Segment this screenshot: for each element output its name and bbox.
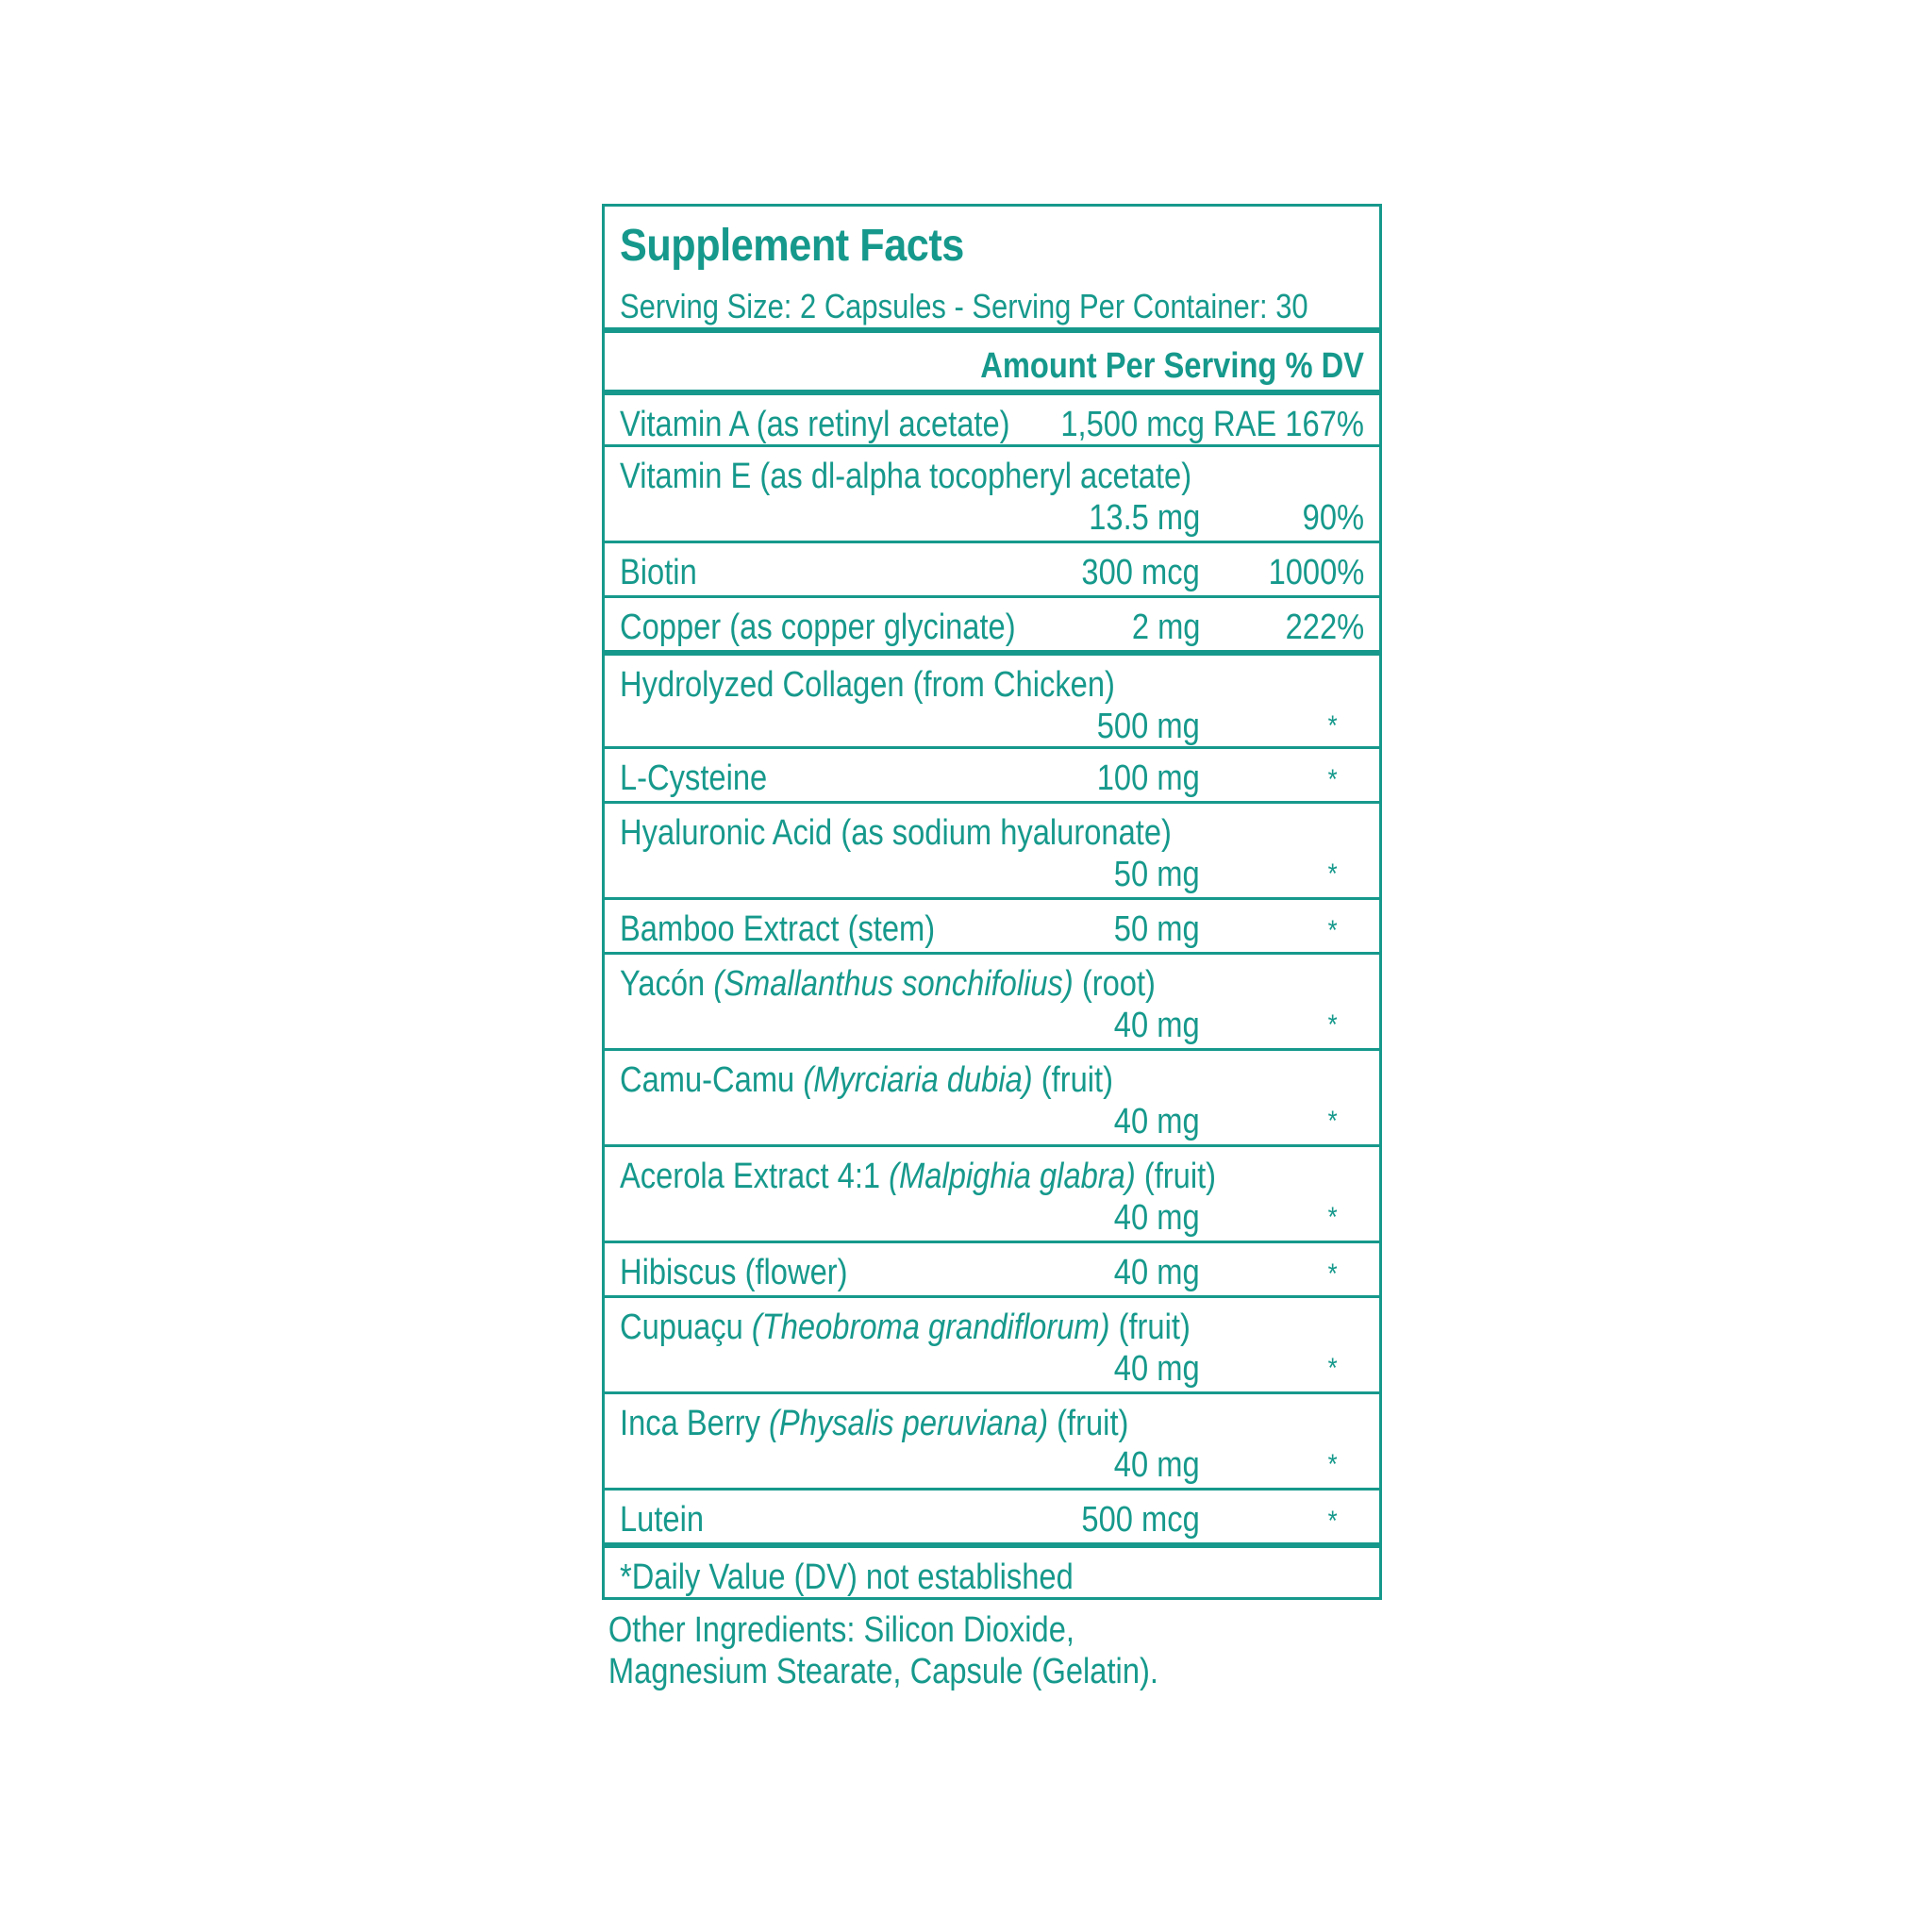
- plant-part: (fruit): [1135, 1157, 1217, 1196]
- dv-asterisk: *: [1327, 858, 1338, 890]
- nutrient-amount: 2 mg: [1131, 608, 1200, 647]
- nutrient-amount-dv: [1060, 407, 1364, 442]
- other-ingredients-line: Other Ingredients: Silicon Dioxide,: [608, 1610, 1074, 1650]
- dv-asterisk: *: [1327, 915, 1338, 946]
- dv-asterisk: *: [1327, 1258, 1338, 1290]
- dv-asterisk: *: [1327, 1353, 1338, 1384]
- nutrient-name: Lutein: [620, 1500, 705, 1540]
- nutrient-amount: 100 mg: [1096, 758, 1200, 798]
- nutrient-amount: 40 mg: [1114, 1198, 1200, 1238]
- nutrient-dv: 90%: [1302, 498, 1364, 538]
- dv-asterisk: *: [1327, 710, 1338, 741]
- nutrient-amount: 50 mg: [1114, 909, 1200, 949]
- nutrient-name: [620, 1158, 1216, 1194]
- botanical-name: (Myrciaria dubia): [803, 1060, 1033, 1100]
- amount-header: Amount Per Serving % DV: [980, 346, 1364, 386]
- nutrient-row: [605, 746, 1379, 801]
- nutrient-dv: 1000%: [1268, 553, 1364, 592]
- other-ingredients: [602, 1609, 1273, 1692]
- nutrient-name: Bamboo Extract (stem): [620, 909, 936, 949]
- plant-part: (fruit): [1109, 1307, 1191, 1347]
- name-text: Cupuaçu: [620, 1307, 752, 1347]
- nutrient-amount: 13.5 mg: [1088, 498, 1200, 538]
- nutrient-amount: 40 mg: [1114, 1102, 1200, 1141]
- dv-asterisk: *: [1327, 1506, 1338, 1537]
- nutrient-name: Hibiscus (flower): [620, 1253, 848, 1292]
- nutrient-name: Copper (as copper glycinate): [620, 608, 1016, 647]
- nutrient-name: [620, 966, 1156, 1002]
- nutrient-name: Biotin: [620, 553, 697, 592]
- nutrient-row: [605, 1048, 1379, 1144]
- nutrient-amount: 1,500 mcg RAE: [1060, 405, 1277, 444]
- nutrient-name: L-Cysteine: [620, 758, 768, 798]
- facts-header: [605, 207, 1379, 327]
- nutrient-name: [620, 1062, 1113, 1098]
- nutrient-amount: 500 mcg: [1081, 1500, 1200, 1540]
- nutrient-row: [605, 595, 1379, 650]
- nutrient-row: [605, 444, 1379, 541]
- dv-asterisk: *: [1327, 1449, 1338, 1480]
- nutrient-row: [605, 650, 1379, 746]
- nutrient-amount: 40 mg: [1114, 1006, 1200, 1045]
- dv-asterisk: *: [1327, 1009, 1338, 1041]
- facts-title: Supplement Facts: [620, 221, 964, 271]
- nutrient-name: Vitamin A (as retinyl acetate): [620, 405, 1010, 444]
- supplement-facts-label: [602, 204, 1382, 1692]
- nutrient-name: Hydrolyzed Collagen (from Chicken): [620, 665, 1115, 705]
- nutrient-amount: 40 mg: [1114, 1445, 1200, 1485]
- dv-asterisk: *: [1327, 1202, 1338, 1233]
- nutrient-amount: 500 mg: [1096, 707, 1200, 746]
- facts-panel: [602, 204, 1382, 1600]
- nutrient-name: Hyaluronic Acid (as sodium hyaluronate): [620, 813, 1172, 853]
- botanical-name: (Smallanthus sonchifolius): [713, 964, 1074, 1004]
- nutrient-amount: 300 mcg: [1081, 553, 1200, 592]
- nutrient-row: [605, 541, 1379, 595]
- nutrient-row: [605, 801, 1379, 897]
- nutrient-dv: 222%: [1285, 608, 1364, 647]
- nutrient-row: [605, 1488, 1379, 1542]
- name-text: Acerola Extract 4:1: [620, 1157, 890, 1196]
- nutrient-row: [605, 1144, 1379, 1241]
- nutrient-name: [620, 1309, 1191, 1345]
- footnote: *Daily Value (DV) not established: [620, 1557, 1074, 1597]
- amount-header-row: [605, 327, 1379, 390]
- nutrient-row: [605, 952, 1379, 1048]
- botanical-name: (Physalis peruviana): [769, 1404, 1049, 1443]
- nutrient-row: [605, 897, 1379, 952]
- name-text: Yacón: [620, 964, 714, 1004]
- plant-part: (root): [1073, 964, 1156, 1004]
- nutrient-dv: 167%: [1285, 405, 1364, 444]
- nutrient-row: [605, 390, 1379, 444]
- nutrient-amount: 50 mg: [1114, 855, 1200, 894]
- nutrient-name: Vitamin E (as dl-alpha tocopheryl acetate): [620, 457, 1192, 496]
- other-ingredients-line: Magnesium Stearate, Capsule (Gelatin).: [608, 1652, 1158, 1691]
- dv-asterisk: *: [1327, 1106, 1338, 1137]
- nutrient-row: [605, 1391, 1379, 1488]
- botanical-name: (Theobroma grandiflorum): [751, 1307, 1110, 1347]
- plant-part: (fruit): [1048, 1404, 1129, 1443]
- name-text: Inca Berry: [620, 1404, 770, 1443]
- nutrient-row: [605, 1295, 1379, 1391]
- nutrient-amount: 40 mg: [1114, 1349, 1200, 1389]
- plant-part: (fruit): [1032, 1060, 1114, 1100]
- name-text: Camu-Camu: [620, 1060, 804, 1100]
- serving-info: Serving Size: 2 Capsules - Serving Per Container: 30: [620, 287, 1308, 325]
- nutrient-amount: 40 mg: [1114, 1253, 1200, 1292]
- footnote-row: [605, 1542, 1379, 1597]
- nutrient-row: [605, 1241, 1379, 1295]
- dv-asterisk: *: [1327, 764, 1338, 795]
- nutrient-name: [620, 1406, 1128, 1441]
- botanical-name: (Malpighia glabra): [889, 1157, 1136, 1196]
